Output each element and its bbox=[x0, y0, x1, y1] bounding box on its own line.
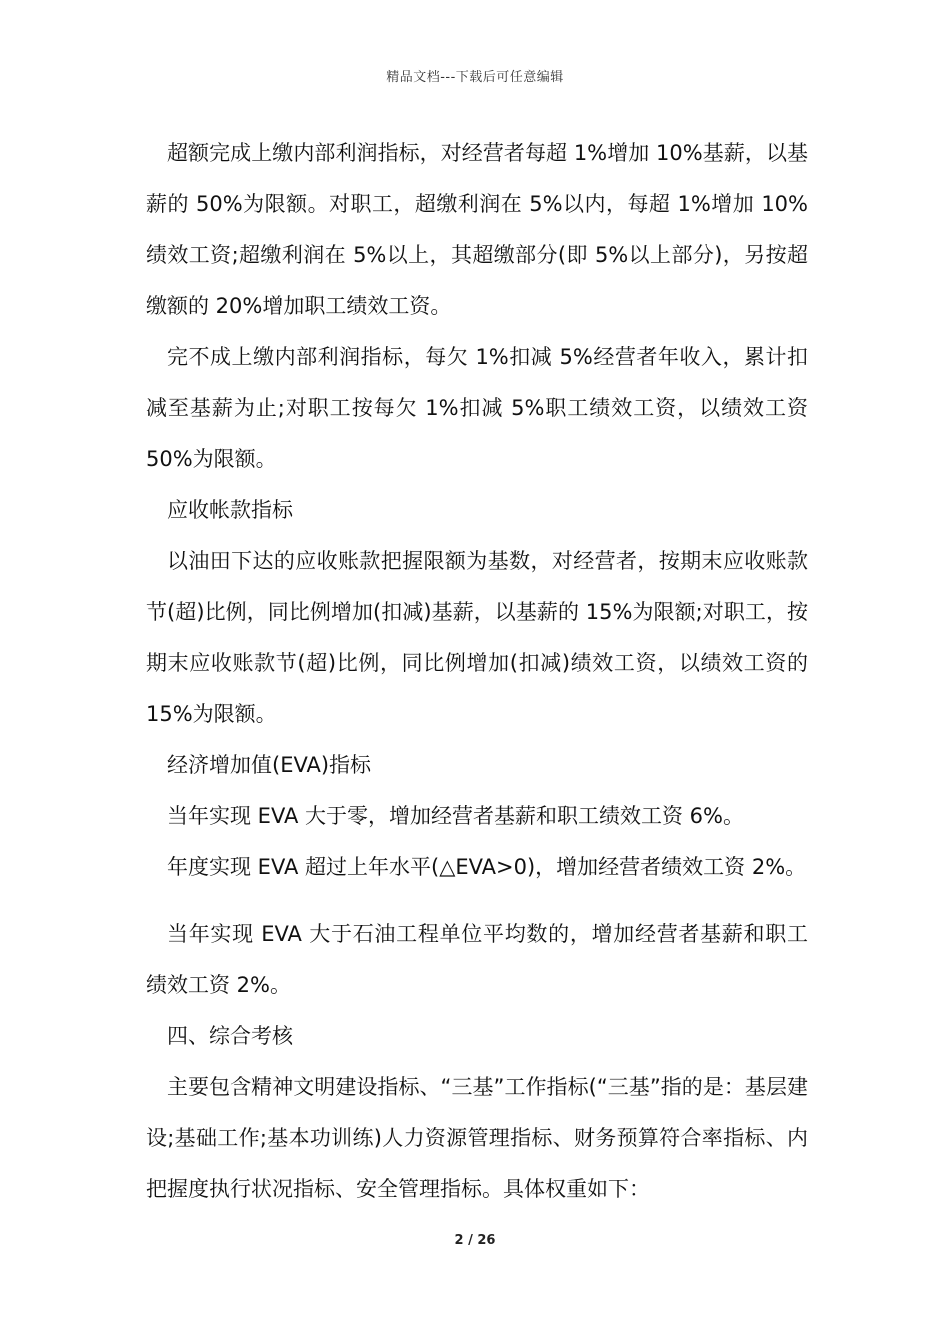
heading-eva: 经济增加值(EVA)指标 bbox=[167, 753, 372, 777]
paragraph-eva-growth: 年度实现 EVA 超过上年水平(△EVA>0)，增加经营者绩效工资 2%。 bbox=[167, 855, 807, 879]
heading-comprehensive-assessment: 四、综合考核 bbox=[167, 1024, 293, 1048]
paragraph-shortfall-profit: 完不成上缴内部利润指标，每欠 1%扣减 5%经营者年收入，累计扣减至基薪为止;对职工按每欠 1%扣减 5%职工绩效工资，以绩效工资 50%为限额。 bbox=[146, 345, 808, 471]
paragraph-comprehensive-assessment: 主要包含精神文明建设指标、“三基”工作指标(“三基”指的是：基层建设;基础工作;基本功训练)人力资源管理指标、财务预算符合率指标、内把握度执行状况指标、安全管理指标。具体权重如下： bbox=[146, 1075, 808, 1201]
header-note: 精品文档---下载后可任意编辑 bbox=[386, 70, 564, 85]
paragraph-eva-positive: 当年实现 EVA 大于零，增加经营者基薪和职工绩效工资 6%。 bbox=[167, 804, 744, 828]
paragraph-excess-profit: 超额完成上缴内部利润指标，对经营者每超 1%增加 10%基薪，以基薪的 50%为限额。对职工，超缴利润在 5%以内，每超 1%增加 10%绩效工资;超缴利润在 5%以上，其超缴部分(即 5%以上部分)，另按超缴额的 20%增加职工绩效工资。 bbox=[146, 141, 808, 318]
heading-receivables: 应收帐款指标 bbox=[167, 498, 293, 522]
paragraph-eva-average: 当年实现 EVA 大于石油工程单位平均数的，增加经营者基薪和职工绩效工资 2%。 bbox=[146, 922, 808, 997]
paragraph-receivables: 以油田下达的应收账款把握限额为基数，对经营者，按期末应收账款节(超)比例，同比例增加(扣减)基薪，以基薪的 15%为限额;对职工，按期末应收账款节(超)比例，同比例增加(扣减)绩效工资，以绩效工资的 15%为限额。 bbox=[146, 549, 808, 726]
document-body bbox=[146, 128, 808, 1215]
page-number: 2 / 26 bbox=[454, 1233, 496, 1248]
